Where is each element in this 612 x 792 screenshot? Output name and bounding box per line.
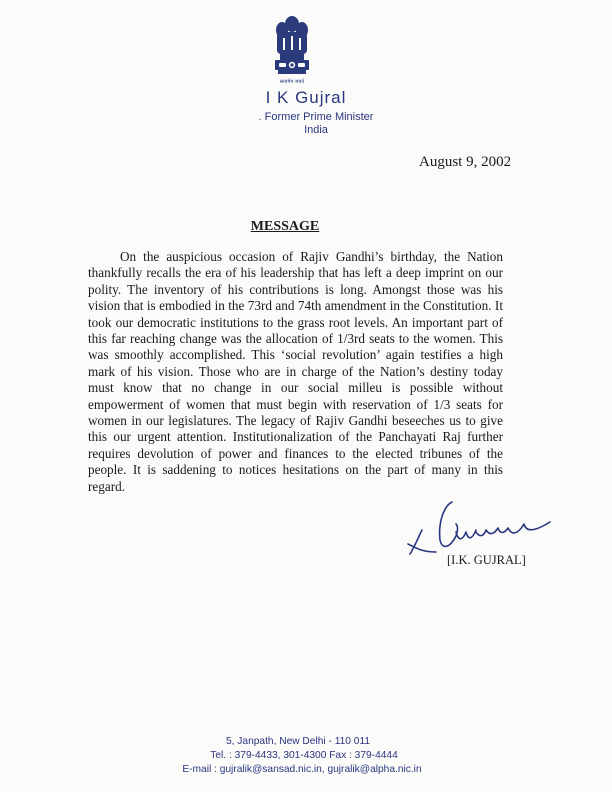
signed-name: [I.K. GUJRAL] xyxy=(447,553,526,567)
letter-date: August 9, 2002 xyxy=(419,154,512,170)
message-body xyxy=(88,249,503,495)
message-paragraph: On the auspicious occasion of Rajiv Gandhi’s birthday, the Nation thankfully recalls the era of his leadership that has left a deep imprint on our polity. The inventory of his contributions is long. Amongst those was his vision that is embodied in the 73rd and 74th amendment in the Constitution. It took our democratic institutions to the grass root levels. An important part of this far reaching change was the allocation of 1/3rd seats to the women. This was smoothly accomplished. This ‘social revolution’ again testifies a high mark of his vision. Those who are in charge of the Nation’s destiny today must know that no change in our social milleu is possible without empowerment of women that must begin with reservation of 1/3 seats for women in our legislatures. The legacy of Rajiv Gandhi beseeches us to give this our urgent attention. Institutionalization of the Panchayati Raj further requires devolution of power and finances to the elected tribunes of the people. It is saddening to notices hesitations on the part of many in this regard. xyxy=(88,249,503,494)
letterhead-name: I K Gujral xyxy=(265,88,347,107)
letterhead-country: India xyxy=(304,124,328,136)
footer-email: E-mail : gujralik@sansad.nic.in, gujralik@alpha.nic.in xyxy=(182,764,422,775)
signature-icon xyxy=(400,492,560,562)
message-heading: MESSAGE xyxy=(250,219,320,234)
footer-address: 5, Janpath, New Delhi - 110 011 xyxy=(225,736,371,747)
footer-tel: Tel. : 379-4433, 301-4300 Fax : 379-4444 xyxy=(210,750,398,761)
letterhead-title: . Former Prime Minister xyxy=(258,111,374,123)
emblem-motto: सत्यमेव जयते xyxy=(279,79,305,85)
